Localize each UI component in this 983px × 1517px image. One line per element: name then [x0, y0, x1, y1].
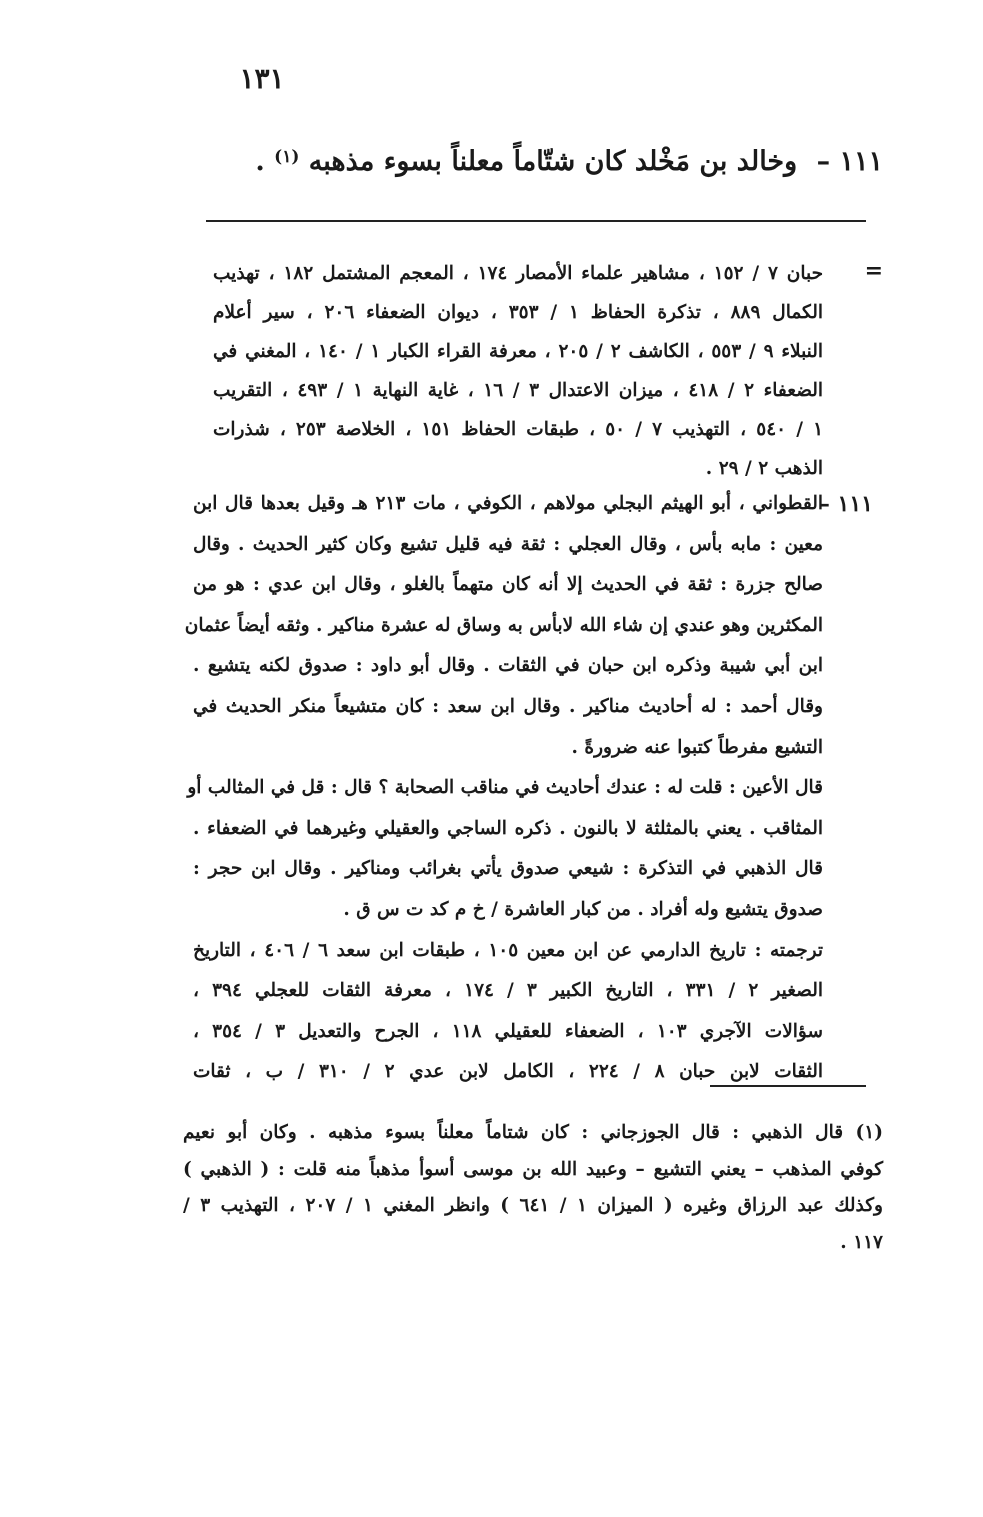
- biography-block: [184, 484, 824, 1093]
- top-divider: [206, 220, 866, 222]
- footnote-divider: [710, 1085, 866, 1087]
- footnote-line: كوفي المذهب – يعني التشيع – وعبيد الله بن موسى أسوأ مذهباً منه قلت : ( الذهبي ): [183, 1158, 883, 1180]
- continuation-line: حبان ٧ / ١٥٢ ، مشاهير علماء الأمصار ١٧٤ ، المعجم المشتمل ١٨٢ ، تهذيب: [213, 263, 824, 284]
- continuation-mark: =: [864, 258, 883, 284]
- bio-line: صدوق يتشيع وله أفراد . من كبار العاشرة / خ م كد ت س ق .: [343, 898, 823, 920]
- bio-line: صالح جزرة : ثقة في الحديث إلا أنه كان متهماً بالغلو ، وقال ابن عدي : هو من: [193, 574, 823, 596]
- bio-line: التشيع مفرطاً كتبوا عنه ضرورةً .: [571, 736, 823, 758]
- bio-line: القطواني ، أبو الهيثم البجلي مولاهم ، الكوفي ، مات ٢١٣ هـ وقيل بعدها قال ابن: [193, 493, 823, 514]
- bio-line: معين : مابه بأس ، وقال العجلي : ثقة فيه قليل تشيع وكان كثير الحديث . وقال: [193, 533, 823, 555]
- entry-heading-text: وخالد بن مَخْلد كان شتّاماً معلناً بسوء مذهبه: [308, 146, 798, 177]
- bio-line: ترجمته : تاريخ الدارمي عن ابن معين ١٠٥ ، طبقات ابن سعد ٦ / ٤٠٦ ، التاريخ: [193, 939, 824, 961]
- continuation-line: الكمال ٨٨٩ ، تذكرة الحفاظ ١ / ٣٥٣ ، ديوان الضعفاء ٢٠٦ ، سير أعلام: [213, 302, 824, 323]
- bio-line: المكثرين وهو عندي إن شاء الله لابأس به وساق له عشرة مناكير . وثقه أيضاً عثمان: [184, 614, 823, 636]
- bio-line: وقال أحمد : له أحاديث مناكير . وقال ابن سعد : كان متشيعاً منكر الحديث في: [193, 695, 823, 717]
- entry-heading: [243, 134, 883, 185]
- continuation-line: ١ / ٥٤٠ ، التهذيب ٧ / ٥٠ ، طبقات الحفاظ ١٥١ ، الخلاصة ٢٥٣ ، شذرات: [213, 419, 824, 440]
- continuation-line: الضعفاء ٢ / ٤١٨ ، ميزان الاعتدال ٣ / ١٦ ، غاية النهاية ١ / ٤٩٣ ، التقريب: [213, 380, 824, 401]
- continuation-line: النبلاء ٩ / ٥٥٣ ، الكاشف ٢ / ٢٠٥ ، معرفة القراء الكبار ١ / ١٤٠ ، المغني في: [213, 341, 824, 362]
- bio-line: الصغير ٢ / ٣٣١ ، التاريخ الكبير ٣ / ١٧٤ ، معرفة الثقات للعجلي ٣٩٤ ،: [193, 980, 823, 1002]
- bio-line: قال الأعين : قلت له : عندك أحاديث في مناقب الصحابة ؟ قال : قل في المثالب أو: [187, 777, 823, 799]
- entry-heading-number: ١١١ –: [816, 146, 883, 177]
- bio-line: الثقات لابن حبان ٨ / ٢٢٤ ، الكامل لابن عدي ٢ / ٣١٠ / ب ، ثقات: [193, 1061, 823, 1083]
- bio-line: سؤالات الآجري ١٠٣ ، الضعفاء للعقيلي ١١٨ ، الجرح والتعديل ٣ / ٣٥٤ ،: [193, 1020, 823, 1042]
- bio-line: المثاقب . يعني بالمثلثة لا بالنون . ذكره الساجي والعقيلي وغيرهما في الضعفاء .: [193, 817, 823, 839]
- footnote-block: [183, 1115, 883, 1261]
- bio-line: ابن أبي شيبة وذكره ابن حبان في الثقات . وقال أبو داود : صدوق لكنه يتشيع .: [193, 655, 823, 677]
- footnote-line: ١١٧ .: [840, 1231, 883, 1253]
- continuation-line: الذهب ٢ / ٢٩ .: [705, 458, 823, 479]
- footnote-line: وكذلك عبد الرزاق وغيره ( الميزان ١ / ٦٤١ ) وانظر المغني ١ / ٢٠٧ ، التهذيب ٣ /: [183, 1195, 883, 1216]
- entry-heading-end: .: [255, 146, 265, 177]
- footnote-line: (١) قال الذهبي : قال الجوزجاني : كان شتاماً معلناً بسوء مذهبه . وكان أبو نعيم: [183, 1122, 883, 1143]
- footnote-reference[interactable]: (١): [274, 147, 300, 167]
- page-number: ١٣١: [239, 62, 285, 95]
- bio-number: ١١١ –: [818, 491, 873, 517]
- continuation-block: [213, 254, 823, 488]
- bio-line: قال الذهبي في التذكرة : شيعي صدوق يأتي بغرائب ومناكير . وقال ابن حجر :: [193, 858, 823, 880]
